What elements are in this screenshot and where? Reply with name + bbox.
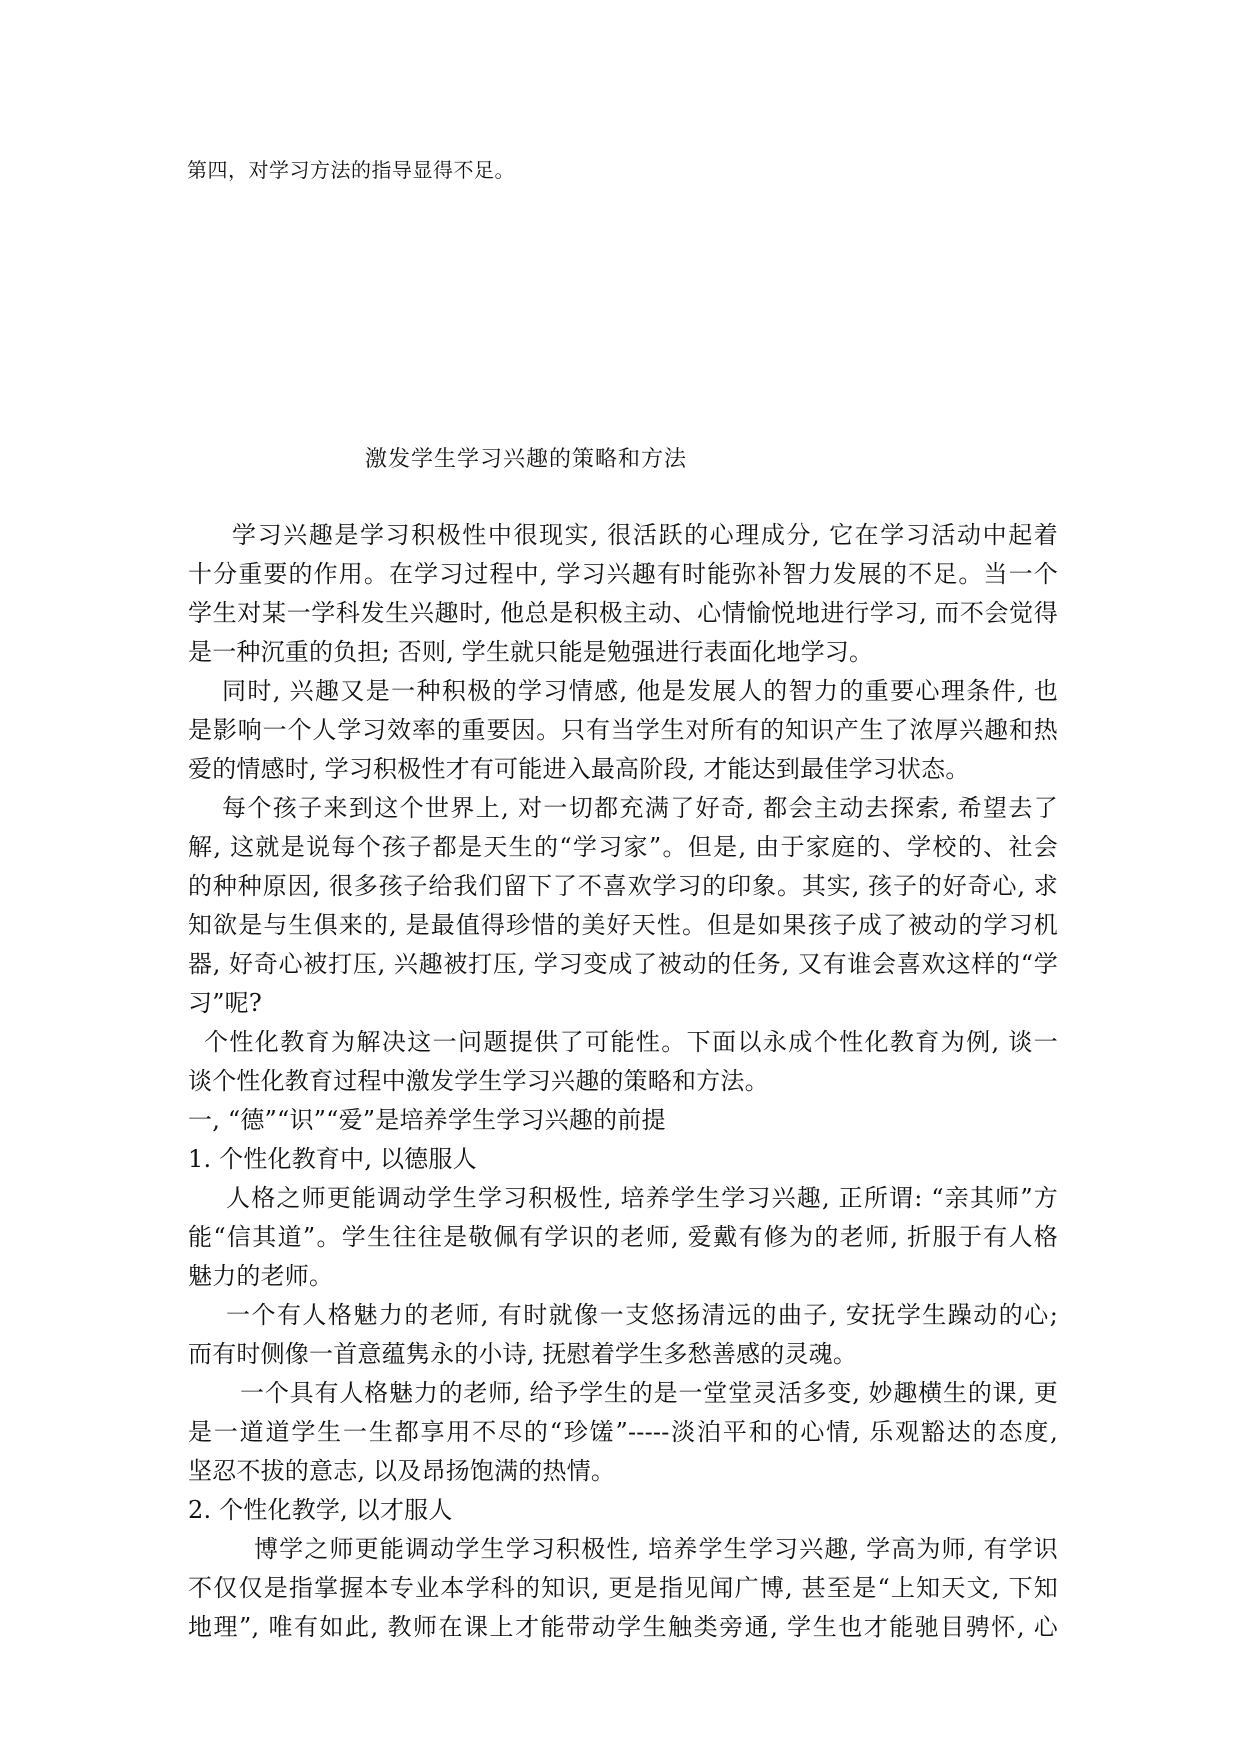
paragraph-line: 地理”, 唯有如此, 教师在课上才能带动学生触类旁通, 学生也才能驰目骋怀, 心 [188,1613,1058,1641]
paragraph-line: 能“信其道”。学生往往是敬佩有学识的老师, 爱戴有修为的老师, 折服于有人格 [188,1223,1058,1251]
paragraph-line: 解, 这就是说每个孩子都是天生的“学习家”。但是, 由于家庭的、学校的、社会 [188,833,1058,861]
paragraph-line: 同时, 兴趣又是一种积极的学习情感, 他是发展人的智力的重要心理条件, 也 [222,677,1058,705]
paragraph-line: 每个孩子来到这个世界上, 对一切都充满了好奇, 都会主动去探索, 希望去了 [222,794,1058,822]
paragraph-line: 谈个性化教育过程中激发学生学习兴趣的策略和方法。 [188,1067,769,1095]
subsection-heading: 1. 个性化教育中, 以德服人 [188,1145,477,1173]
paragraph-line: 器, 好奇心被打压, 兴趣被打压, 学习变成了被动的任务, 又有谁会喜欢这样的“学 [188,950,1058,978]
page-title: 激发学生学习兴趣的策略和方法 [365,447,688,472]
paragraph-line: 的种种原因, 很多孩子给我们留下了不喜欢学习的印象。其实, 孩子的好奇心, 求 [188,872,1058,900]
subsection-heading: 2. 个性化教学, 以才服人 [188,1496,453,1524]
body-text [188,516,1058,1647]
section-heading: 一, “德”“识”“爱”是培养学生学习兴趣的前提 [188,1106,666,1134]
paragraph-line: 博学之师更能调动学生学习积极性, 培养学生学习兴趣, 学高为师, 有学识 [254,1535,1058,1563]
paragraph-line: 是一道道学生一生都享用不尽的“珍馐”-----淡泊平和的心情, 乐观豁达的态度, [188,1418,1058,1446]
paragraph-line: 是一种沉重的负担; 否则, 学生就只能是勉强进行表面化地学习。 [188,638,874,666]
paragraph-line: 不仅仅是指掌握本专业本学科的知识, 更是指见闻广博, 甚至是“上知天文, 下知 [188,1574,1058,1602]
paragraph-line: 坚忍不拔的意志, 以及昂扬饱满的热情。 [188,1457,616,1485]
paragraph-line: 是影响一个人学习效率的重要因。只有当学生对所有的知识产生了浓厚兴趣和热 [188,716,1058,744]
paragraph-line: 一个有人格魅力的老师, 有时就像一支悠扬清远的曲子, 安抚学生躁动的心; [226,1301,1058,1329]
paragraph-line: 十分重要的作用。在学习过程中, 学习兴趣有时能弥补智力发展的不足。当一个 [188,560,1058,588]
paragraph-line: 人格之师更能调动学生学习积极性, 培养学生学习兴趣, 正所谓: “亲其师”方 [226,1184,1058,1212]
paragraph-line: 一个具有人格魅力的老师, 给予学生的是一堂堂灵活多变, 妙趣横生的课, 更 [240,1379,1058,1407]
paragraph-line: 学习兴趣是学习积极性中很现实, 很活跃的心理成分, 它在学习活动中起着 [232,521,1058,549]
paragraph-line: 爱的情感时, 学习积极性才有可能进入最高阶段, 才能达到最佳学习状态。 [188,755,970,783]
paragraph-line: 而有时侧像一首意蕴隽永的小诗, 抚慰着学生多愁善感的灵魂。 [188,1340,858,1368]
paragraph-line: 魅力的老师。 [188,1262,334,1290]
paragraph-line: 个性化教育为解决这一问题提供了可能性。下面以永成个性化教育为例, 谈一 [204,1028,1058,1056]
paragraph-line: 学生对某一学科发生兴趣时, 他总是积极主动、心情愉悦地进行学习, 而不会觉得 [188,599,1058,627]
paragraph-line: 习”呢? [188,989,262,1017]
top-note: 第四，对学习方法的指导显得不足。 [187,158,515,182]
paragraph-line: 知欲是与生俱来的, 是最值得珍惜的美好天性。但是如果孩子成了被动的学习机 [188,911,1058,939]
